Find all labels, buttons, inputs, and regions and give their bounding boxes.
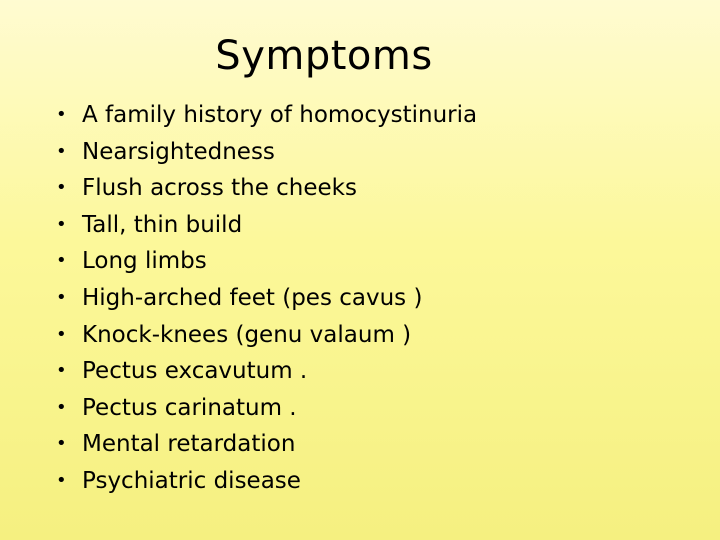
list-item	[56, 243, 696, 280]
list-item	[56, 280, 696, 317]
bullet-icon: •	[56, 396, 67, 418]
bullet-icon: •	[56, 250, 67, 272]
list-item-text: Tall, thin build	[82, 211, 243, 238]
list-item-text: Psychiatric disease	[82, 467, 301, 494]
list-item	[56, 134, 696, 171]
list-item	[56, 170, 696, 207]
list-item-text: High-arched feet (pes cavus )	[82, 284, 423, 311]
bullet-icon: •	[56, 177, 67, 199]
list-item	[56, 97, 696, 134]
slide-title: Symptoms	[215, 33, 433, 79]
list-item-text: Long limbs	[82, 248, 207, 275]
bullet-icon: •	[56, 140, 67, 162]
bullet-icon: •	[56, 360, 67, 382]
list-item-text: Flush across the cheeks	[82, 175, 357, 202]
list-item-text: Pectus carinatum .	[82, 394, 297, 421]
list-item	[56, 463, 696, 500]
list-item	[56, 317, 696, 354]
list-item-text: Knock-knees (genu valaum )	[82, 321, 412, 348]
list-item	[56, 390, 696, 427]
list-item-text: Mental retardation	[82, 431, 296, 458]
bullet-icon: •	[56, 213, 67, 235]
symptoms-list	[56, 97, 696, 500]
bullet-icon: •	[56, 433, 67, 455]
list-item-text: A family history of homocystinuria	[82, 102, 478, 128]
list-item	[56, 353, 696, 390]
bullet-icon: •	[56, 323, 67, 345]
bullet-icon: •	[56, 104, 67, 125]
list-item-text: Pectus excavutum .	[82, 358, 308, 385]
bullet-icon: •	[56, 286, 67, 308]
bullet-icon: •	[56, 469, 67, 491]
list-item	[56, 426, 696, 463]
list-item-text: Nearsightedness	[82, 138, 275, 165]
list-item	[56, 207, 696, 244]
